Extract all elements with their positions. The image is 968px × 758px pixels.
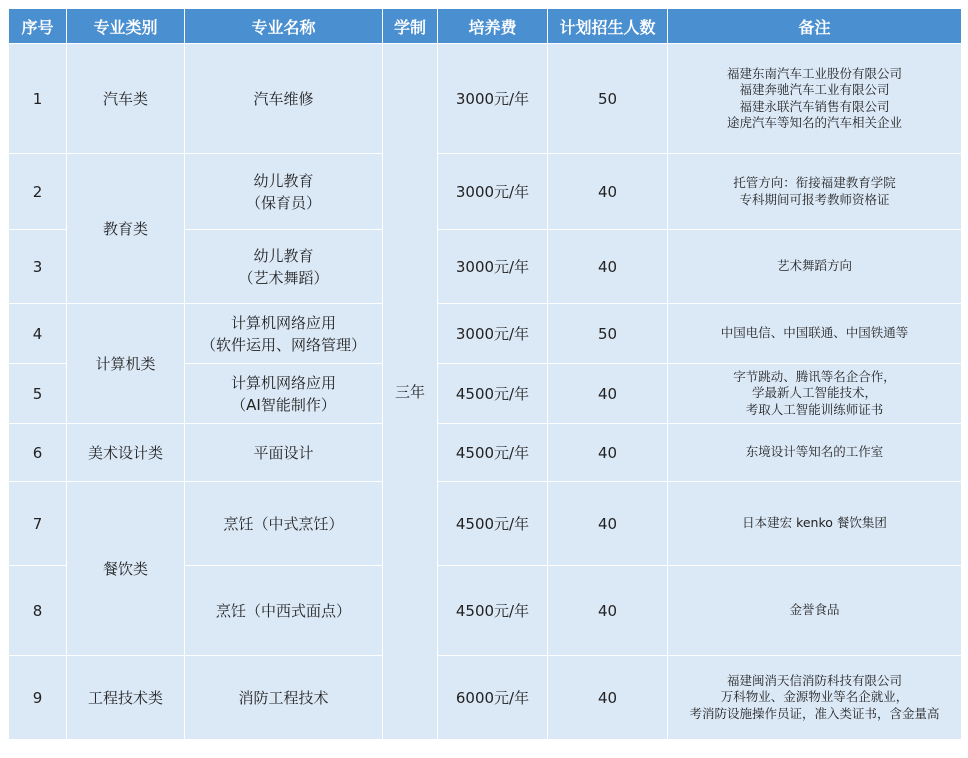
- header-index: 序号: [9, 9, 67, 44]
- category-cell: 计算机类: [67, 304, 185, 424]
- remarks-cell: [668, 304, 962, 364]
- enrollment-count-cell: 40: [548, 364, 668, 424]
- row-index: 2: [9, 154, 67, 230]
- major-name-line: （艺术舞蹈）: [238, 268, 329, 287]
- remark-line: 福建东南汽车工业股份有限公司: [726, 65, 902, 81]
- major-name-line: 烹饪（中西式面点）: [215, 601, 351, 620]
- major-name-line: 汽车维修: [253, 89, 314, 108]
- row-index: 7: [9, 482, 67, 566]
- major-name-line: 消防工程技术: [238, 688, 329, 707]
- enrollment-count-cell: 50: [548, 304, 668, 364]
- major-name-line: 平面设计: [253, 443, 314, 462]
- remark-line: 考消防设施操作员证，准入类证书，含金量高: [689, 705, 940, 721]
- fee-cell: 6000元/年: [438, 656, 548, 740]
- table-row: [9, 304, 962, 364]
- major-name-cell: [185, 154, 383, 230]
- header-remarks: 备注: [668, 9, 962, 44]
- major-name-line: （保育员）: [245, 193, 321, 212]
- row-index: 3: [9, 230, 67, 304]
- row-index: 1: [9, 44, 67, 154]
- major-name-line: 计算机网络应用: [230, 313, 336, 332]
- row-index: 5: [9, 364, 67, 424]
- major-name-cell: [185, 304, 383, 364]
- enrollment-count-cell: 40: [548, 154, 668, 230]
- header-row: [9, 9, 962, 44]
- row-index: 4: [9, 304, 67, 364]
- enrollment-count-cell: 40: [548, 566, 668, 656]
- category-cell: 工程技术类: [67, 656, 185, 740]
- header-category: 专业类别: [67, 9, 185, 44]
- major-name-line: 烹饪（中式烹饪）: [223, 514, 344, 533]
- remark-line: 专科期间可报考教师资格证: [739, 191, 890, 207]
- fee-cell: 4500元/年: [438, 482, 548, 566]
- major-name-cell: [185, 44, 383, 154]
- category-cell: 汽车类: [67, 44, 185, 154]
- fee-cell: 3000元/年: [438, 44, 548, 154]
- category-cell: 教育类: [67, 154, 185, 304]
- table-row: [9, 154, 962, 230]
- header-enrollment: 计划招生人数: [548, 9, 668, 44]
- major-name-line: 幼儿教育: [253, 171, 314, 190]
- remark-line: 字节跳动、腾讯等名企合作，: [733, 368, 896, 384]
- remark-line: 东境设计等知名的工作室: [745, 444, 884, 460]
- major-name-cell: [185, 566, 383, 656]
- enrollment-count-cell: 50: [548, 44, 668, 154]
- remark-line: 艺术舞蹈方向: [776, 258, 852, 274]
- remark-line: 学最新人工智能技术，: [751, 385, 877, 401]
- fee-cell: 3000元/年: [438, 230, 548, 304]
- major-name-cell: [185, 424, 383, 482]
- category-cell: 餐饮类: [67, 482, 185, 656]
- remark-line: 日本建宏 kenko 餐饮集团: [742, 515, 887, 531]
- row-index: 6: [9, 424, 67, 482]
- table-row: [9, 424, 962, 482]
- major-name-cell: [185, 364, 383, 424]
- remarks-cell: [668, 424, 962, 482]
- remarks-cell: [668, 482, 962, 566]
- fee-cell: 3000元/年: [438, 304, 548, 364]
- remark-line: 万科物业、金源物业等名企就业，: [720, 689, 909, 705]
- enrollment-count-cell: 40: [548, 482, 668, 566]
- row-index: 9: [9, 656, 67, 740]
- fee-cell: 4500元/年: [438, 566, 548, 656]
- major-name-cell: [185, 230, 383, 304]
- fee-cell: 4500元/年: [438, 424, 548, 482]
- major-name-line: （软件运用、网络管理）: [200, 335, 366, 354]
- remarks-cell: [668, 566, 962, 656]
- fee-cell: 4500元/年: [438, 364, 548, 424]
- remarks-cell: [668, 364, 962, 424]
- remarks-cell: [668, 154, 962, 230]
- enrollment-table: [8, 8, 962, 740]
- table-row: [9, 482, 962, 566]
- duration-cell: 三年: [383, 44, 438, 740]
- remark-line: 福建奔驰汽车工业有限公司: [739, 82, 890, 97]
- major-name-line: 幼儿教育: [253, 246, 314, 265]
- header-major-name: 专业名称: [185, 9, 383, 44]
- enrollment-count-cell: 40: [548, 230, 668, 304]
- remarks-cell: [668, 44, 962, 154]
- major-name-cell: [185, 656, 383, 740]
- remark-line: 途虎汽车等知名的汽车相关企业: [726, 115, 902, 130]
- remark-line: 福建永联汽车销售有限公司: [739, 98, 890, 114]
- remarks-cell: [668, 656, 962, 740]
- remark-line: 福建闽消天信消防科技有限公司: [726, 672, 902, 688]
- major-name-line: 计算机网络应用: [230, 373, 336, 392]
- table-row: [9, 656, 962, 740]
- header-duration: 学制: [383, 9, 438, 44]
- remark-line: 考取人工智能训练师证书: [745, 401, 884, 417]
- row-index: 8: [9, 566, 67, 656]
- enrollment-count-cell: 40: [548, 656, 668, 740]
- table-row: [9, 44, 962, 154]
- enrollment-table-container: [8, 8, 961, 738]
- header-fee: 培养费: [438, 9, 548, 44]
- major-name-cell: [185, 482, 383, 566]
- enrollment-count-cell: 40: [548, 424, 668, 482]
- remark-line: 托管方向：衔接福建教育学院: [733, 175, 896, 190]
- major-name-line: （AI智能制作）: [231, 395, 336, 414]
- fee-cell: 3000元/年: [438, 154, 548, 230]
- remark-line: 中国电信、中国联通、中国铁通等: [720, 325, 909, 341]
- category-cell: 美术设计类: [67, 424, 185, 482]
- remark-line: 金誉食品: [789, 602, 840, 618]
- remarks-cell: [668, 230, 962, 304]
